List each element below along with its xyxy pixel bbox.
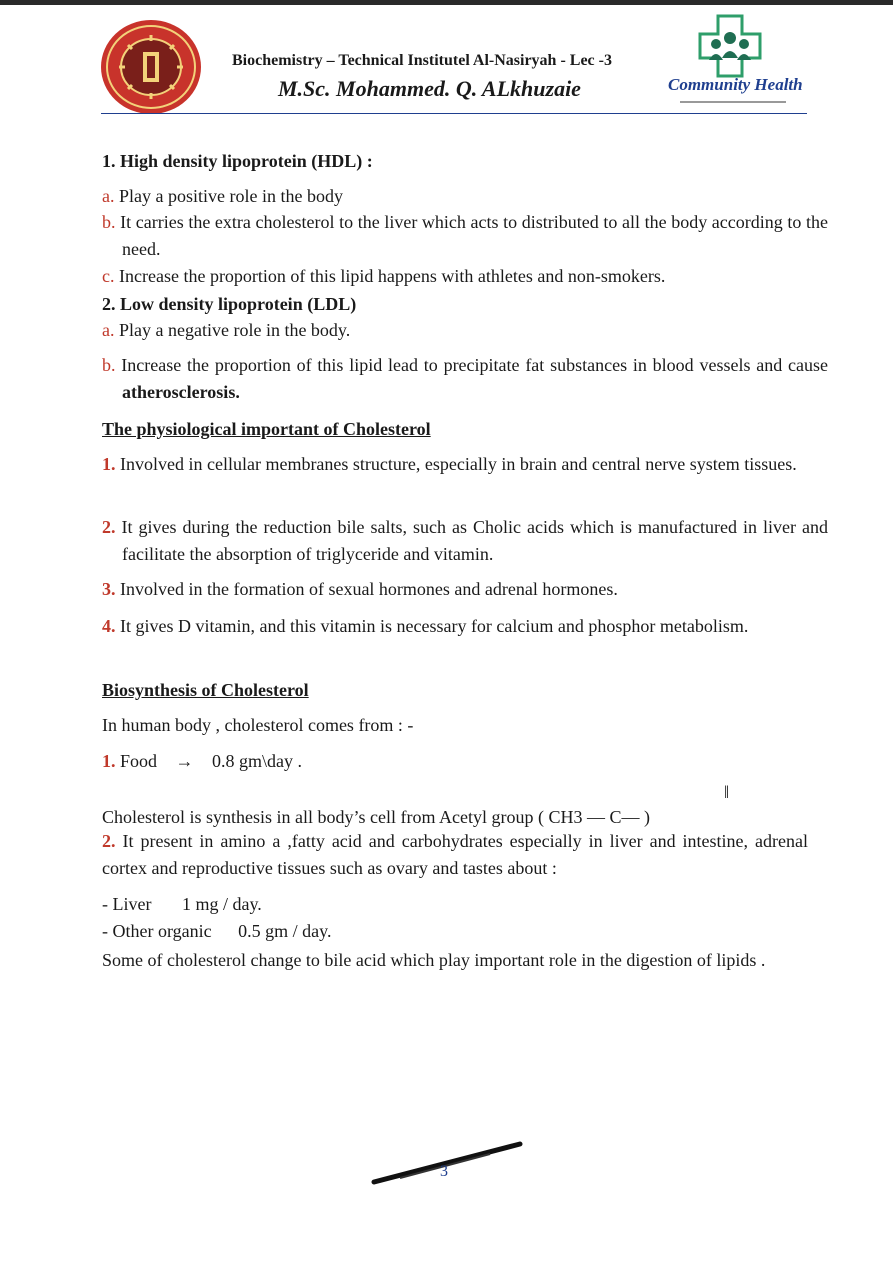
- organic-value: 0.5 gm / day.: [238, 921, 332, 941]
- list-number: 4.: [102, 616, 116, 636]
- biosynth-intro: In human body , cholesterol comes from : -: [102, 715, 414, 735]
- liver-line: [102, 891, 808, 918]
- organic-label: - Other organic: [102, 921, 212, 941]
- physio-item-1: [102, 451, 828, 478]
- list-text: It gives during the reduction bile salts, such as Cholic acids which is manufactured in liver and facilitate the absorption of triglyceride and vitamin.: [121, 517, 828, 564]
- list-text: Increase the proportion of this lipid lead to precipitate fat substances in blood vessels and cause: [121, 355, 829, 375]
- university-seal-icon: [99, 18, 203, 116]
- list-text: Play a positive role in the body: [119, 186, 343, 206]
- list-text: It carries the extra cholesterol to the liver which acts to distributed to all the body according to the need.: [120, 212, 828, 259]
- arrow-icon: →: [175, 751, 194, 771]
- food-value: 0.8 gm\day .: [212, 751, 303, 771]
- list-label: c.: [102, 266, 115, 286]
- hdl-item-b: [102, 209, 828, 263]
- physio-heading: The physiological important of Cholesterol: [102, 419, 431, 439]
- list-text: Play a negative role in the body.: [119, 320, 351, 340]
- list-text: It gives D vitamin, and this vitamin is necessary for calcium and phosphor metabolism.: [120, 616, 749, 636]
- hdl-number: 1.: [102, 151, 116, 171]
- ldl-item-b: [102, 352, 828, 406]
- ldl-title: [102, 291, 808, 318]
- physio-item-4: [102, 613, 828, 640]
- list-number: 2.: [102, 517, 116, 537]
- closing-paragraph: Some of cholesterol change to bile acid which play important role in the digestion of lipids .: [102, 950, 766, 970]
- community-health-logo-icon: [660, 10, 810, 114]
- food-line: [102, 748, 808, 775]
- hdl-title-text: High density lipoprotein (HDL) :: [120, 151, 373, 171]
- acetyl-line: Cholesterol is synthesis in all body’s cell from Acetyl group ( CH3 — C— ): [102, 807, 650, 827]
- list-number: 3.: [102, 579, 116, 599]
- list-text: It present in amino a ,fatty acid and carbohydrates especially in liver and intestine, adrenal cortex and reproductive tissues such as ovary and tastes about :: [102, 831, 808, 878]
- ldl-number: 2.: [102, 294, 116, 314]
- biosynth-heading: Biosynthesis of Cholesterol: [102, 680, 309, 700]
- hdl-item-a: [102, 183, 828, 210]
- source-2: [102, 828, 808, 882]
- header-divider: [101, 113, 807, 114]
- handwritten-signature-icon: [370, 1138, 530, 1188]
- list-text: Involved in the formation of sexual hormones and adrenal hormones.: [120, 579, 618, 599]
- liver-label: - Liver: [102, 894, 152, 914]
- list-text-bold: atherosclerosis.: [122, 382, 240, 402]
- list-text: Increase the proportion of this lipid happens with athletes and non-smokers.: [119, 266, 666, 286]
- list-label: a.: [102, 186, 115, 206]
- double-bond-mark: ‖: [724, 782, 730, 802]
- organic-line: [102, 918, 808, 945]
- page-top-border: [0, 0, 893, 5]
- food-label: Food: [120, 751, 158, 771]
- hdl-item-c: [102, 263, 828, 290]
- list-number: 2.: [102, 831, 116, 851]
- ldl-item-a: [102, 317, 828, 344]
- physio-item-2: [102, 514, 828, 568]
- hdl-title: [102, 148, 808, 175]
- list-label: b.: [102, 212, 116, 232]
- page-number: 3: [440, 1163, 448, 1180]
- author-name: M.Sc. Mohammed. Q. ALkhuzaie: [278, 76, 581, 101]
- list-label: a.: [102, 320, 115, 340]
- list-text: Involved in cellular membranes structure, especially in brain and central nerve system tissues.: [120, 454, 797, 474]
- ldl-title-text: Low density lipoprotein (LDL): [120, 294, 357, 314]
- list-label: b.: [102, 355, 116, 375]
- physio-item-3: [102, 576, 828, 603]
- list-number: 1.: [102, 751, 116, 771]
- community-health-text: Community Health: [668, 75, 803, 94]
- list-number: 1.: [102, 454, 116, 474]
- liver-value: 1 mg / day.: [181, 894, 262, 914]
- course-line: Biochemistry – Technical Institutel Al-Nasiryah - Lec -3: [232, 52, 612, 69]
